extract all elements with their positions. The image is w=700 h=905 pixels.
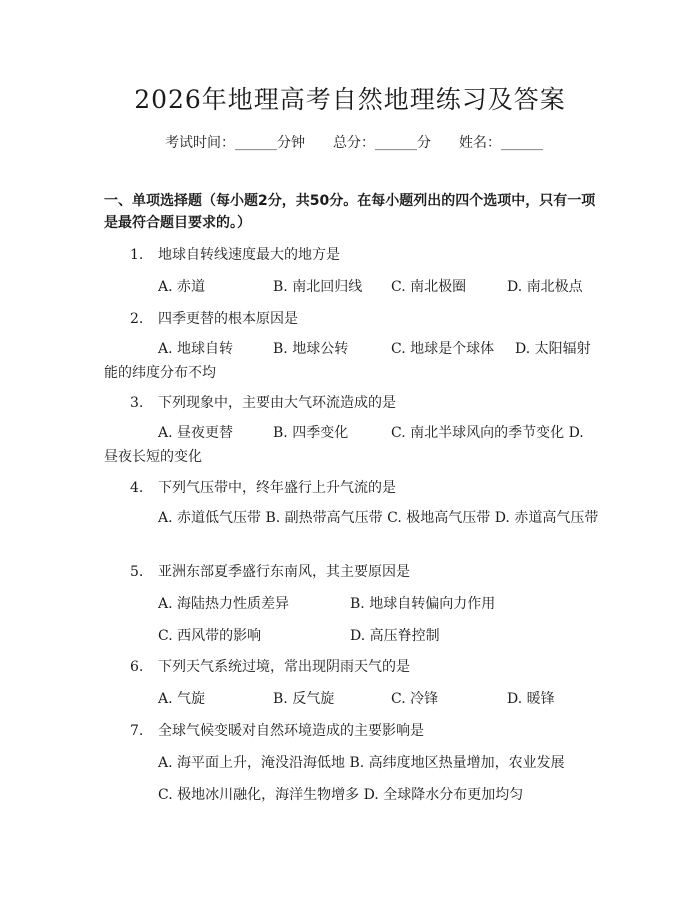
option-a: A. 海陆热力性质差异 xyxy=(158,596,290,612)
option-c: C. 南北极圈 xyxy=(391,279,467,295)
question-number: 4. xyxy=(130,480,144,496)
option-a: A. 气旋 xyxy=(158,691,206,707)
section-heading: 一、单项选择题（每小题2分，共50分。在每小题列出的四个选项中，只有一项是最符合题目要求的。） xyxy=(104,193,596,231)
options-3 xyxy=(104,421,600,469)
option-d: D. 暖锋 xyxy=(507,691,555,707)
option-b: B. 反气旋 xyxy=(273,691,335,707)
time-blank: ______ xyxy=(235,135,277,151)
question-3 xyxy=(130,392,396,412)
question-number: 3. xyxy=(130,395,144,411)
question-number: 2. xyxy=(130,311,144,327)
question-number: 5. xyxy=(130,564,144,580)
name-blank: ______ xyxy=(501,135,543,151)
options-5-row1 xyxy=(158,593,495,613)
question-text: 全球气候变暖对自然环境造成的主要影响是 xyxy=(158,723,424,739)
question-number: 6. xyxy=(130,659,144,675)
option-d: D. 太阳辐射能的纬度分布不均 xyxy=(104,341,591,381)
options-1 xyxy=(158,276,583,296)
option-b: B. 副热带高气压带 xyxy=(265,510,383,526)
options-7-row2 xyxy=(158,784,523,804)
question-text: 四季更替的根本原因是 xyxy=(158,311,298,327)
option-b: B. 高纬度地区热量增加，农业发展 xyxy=(349,755,565,771)
option-d: D. 赤道高气压带 xyxy=(494,510,599,526)
option-d: D. 高压脊控制 xyxy=(350,628,440,644)
options-4 xyxy=(104,506,600,530)
option-a: A. 昼夜更替 xyxy=(158,425,234,441)
question-text: 下列现象中，主要由大气环流造成的是 xyxy=(158,395,396,411)
question-text: 地球自转线速度最大的地方是 xyxy=(158,247,340,263)
option-c: C. 极地冰川融化，海洋生物增多 xyxy=(158,787,360,803)
question-text: 下列气压带中，终年盛行上升气流的是 xyxy=(158,480,396,496)
option-b: B. 南北回归线 xyxy=(273,279,363,295)
time-label: 考试时间： xyxy=(165,135,235,151)
score-label: 总分： xyxy=(333,135,375,151)
option-c: C. 西风带的影响 xyxy=(158,628,262,644)
option-a: A. 海平面上升，淹没沿海低地 xyxy=(158,755,346,771)
question-text: 亚洲东部夏季盛行东南风，其主要原因是 xyxy=(158,564,410,580)
option-a: A. 地球自转 xyxy=(158,341,234,357)
question-text: 下列天气系统过境，常出现阴雨天气的是 xyxy=(158,659,410,675)
option-b: B. 地球自转偏向力作用 xyxy=(350,596,496,612)
options-6 xyxy=(158,688,555,708)
options-2 xyxy=(104,337,600,385)
score-unit: 分 xyxy=(417,135,431,151)
option-b: B. 四季变化 xyxy=(273,425,349,441)
option-c: C. 极地高气压带 xyxy=(387,510,491,526)
question-5 xyxy=(130,561,410,581)
question-4 xyxy=(130,477,396,497)
question-1 xyxy=(130,244,340,264)
question-6 xyxy=(130,656,410,676)
exam-meta xyxy=(165,132,543,152)
option-d: D. 全球降水分布更加均匀 xyxy=(363,787,524,803)
option-a: A. 赤道 xyxy=(158,279,206,295)
option-d: D. 南北极点 xyxy=(507,279,583,295)
score-blank: ______ xyxy=(375,135,417,151)
option-b: B. 地球公转 xyxy=(273,341,349,357)
option-c: C. 冷锋 xyxy=(391,691,439,707)
question-number: 1. xyxy=(130,247,144,263)
page-title: 2026年地理高考自然地理练习及答案 xyxy=(134,85,566,114)
option-d: D. 昼夜长短的变化 xyxy=(104,425,584,465)
question-number: 7. xyxy=(130,723,144,739)
time-unit: 分钟 xyxy=(277,135,305,151)
name-label: 姓名： xyxy=(459,135,501,151)
option-c: C. 南北半球风向的季节变化 xyxy=(391,425,565,441)
options-7-row1 xyxy=(158,752,565,772)
question-2 xyxy=(130,308,298,328)
option-c: C. 地球是个球体 xyxy=(391,341,495,357)
option-a: A. 赤道低气压带 xyxy=(158,510,262,526)
options-5-row2 xyxy=(158,625,440,645)
question-7 xyxy=(130,720,424,740)
